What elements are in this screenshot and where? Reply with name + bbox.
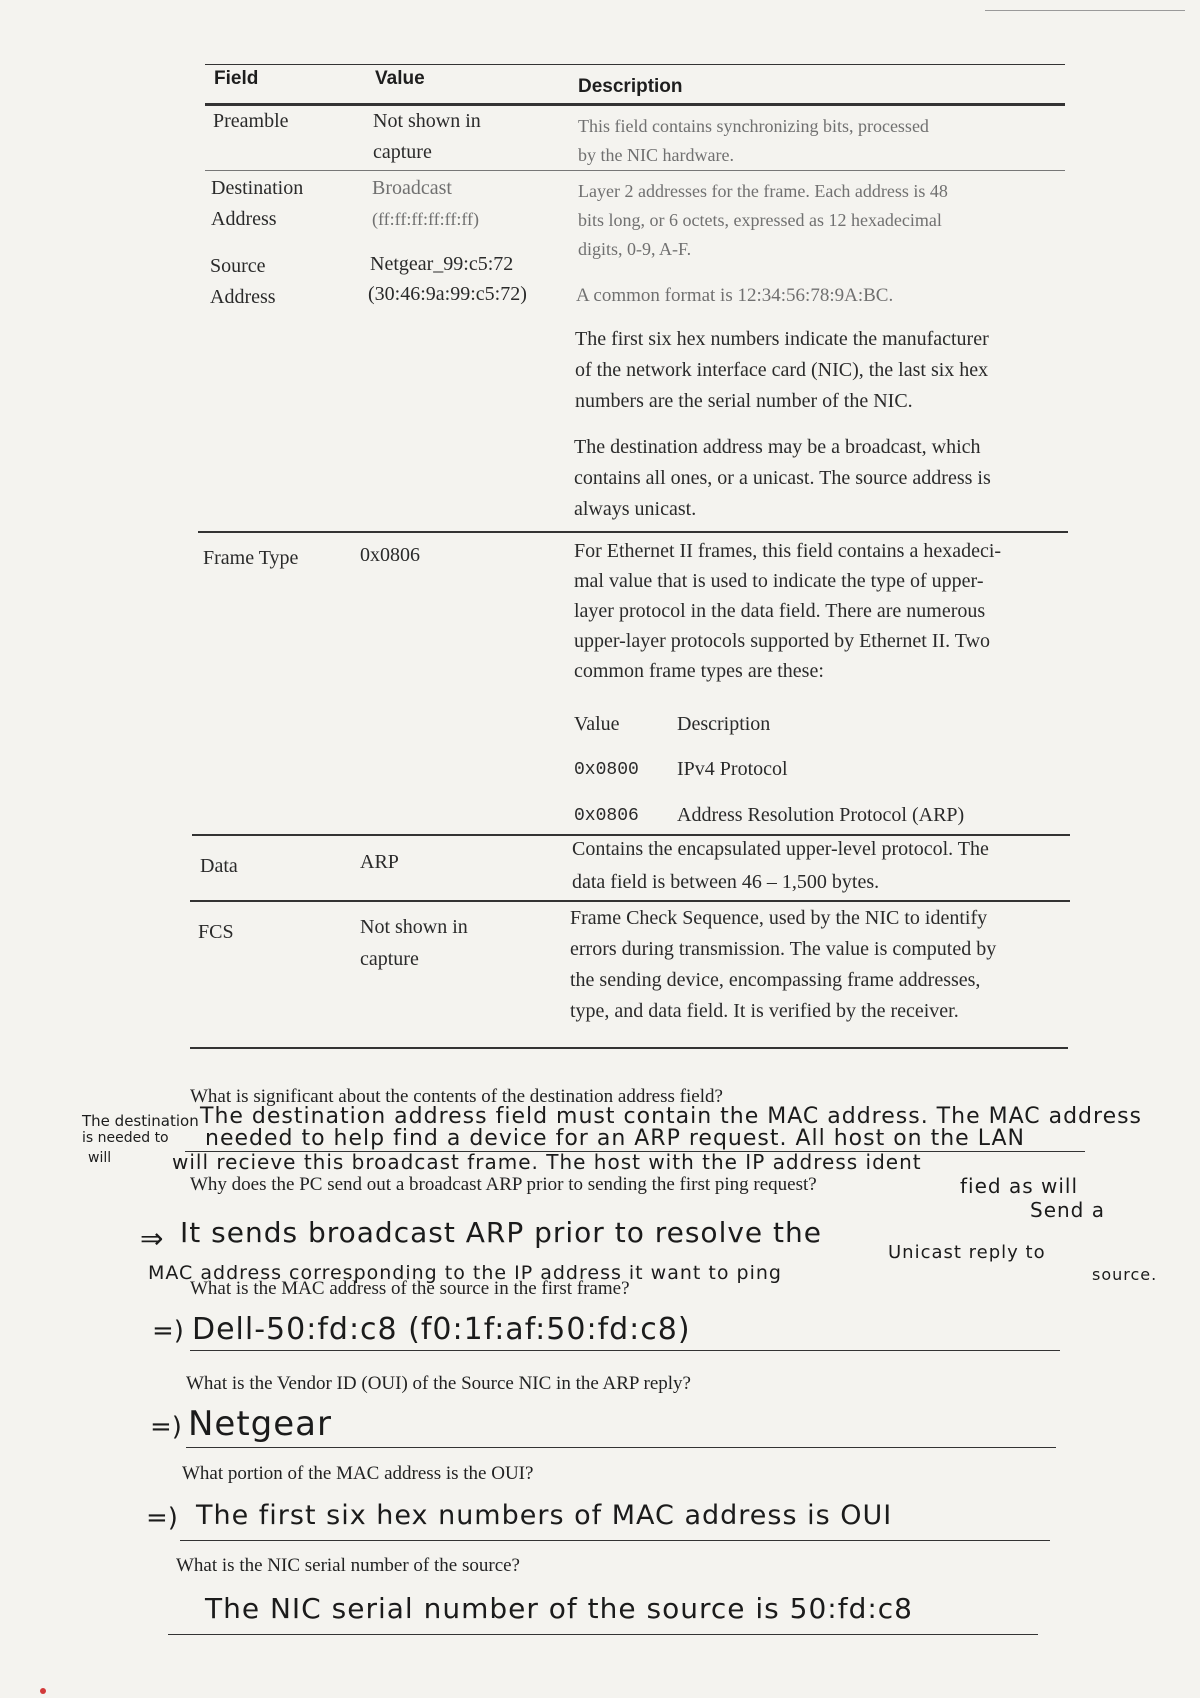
header-value: Value <box>375 68 425 89</box>
frame-type-value: 0x0806 <box>360 544 420 566</box>
q4-answer-rule <box>186 1447 1056 1448</box>
question-6-text: What is the NIC serial number of the source? <box>176 1555 520 1576</box>
question-2-text: Why does the PC send out a broadcast ARP prior to sending the first ping request? <box>190 1174 817 1195</box>
frame-type-desc-3: layer protocol in the data field. There are numerous <box>574 600 986 622</box>
fcs-desc-3: the sending device, encompassing frame addresses, <box>570 969 981 991</box>
table-top-rule <box>205 64 1065 65</box>
question-5-text: What portion of the MAC address is the OUI? <box>182 1463 534 1484</box>
broadcast-2: contains all ones, or a unicast. The source address is <box>574 467 991 489</box>
frame-type-desc-5: common frame types are these: <box>574 660 824 682</box>
fcs-value-1: Not shown in <box>360 916 468 938</box>
header-field: Field <box>214 68 259 89</box>
manufacturer-3: numbers are the serial number of the NIC. <box>575 390 913 412</box>
q2-side-note-4: source. <box>1092 1265 1158 1284</box>
dest-value-1: Broadcast <box>372 177 452 199</box>
q1-margin-2: is needed to <box>82 1130 169 1146</box>
preamble-value-1: Not shown in <box>373 110 481 132</box>
src-field-1: Source <box>210 255 266 277</box>
broadcast-1: The destination address may be a broadcast, which <box>574 436 981 458</box>
src-value-1: Netgear_99:c5:72 <box>370 253 514 275</box>
src-value-2: (30:46:9a:99:c5:72) <box>368 283 527 305</box>
addr-desc-1: Layer 2 addresses for the frame. Each address is 48 <box>578 181 948 201</box>
frame-type-field: Frame Type <box>203 547 299 569</box>
data-desc-1: Contains the encapsulated upper-level protocol. The <box>572 838 989 860</box>
q6-answer: The NIC serial number of the source is 50:fd:c8 <box>205 1592 913 1625</box>
top-edge-line <box>985 10 1185 11</box>
fcs-field: FCS <box>198 921 234 943</box>
q5-answer: The first six hex numbers of MAC address is OUI <box>196 1500 893 1531</box>
q3-answer-rule <box>190 1350 1060 1351</box>
preamble-desc-2: by the NIC hardware. <box>578 145 734 165</box>
q1-answer-1: The destination address field must contain the MAC address. The MAC address <box>200 1104 1143 1129</box>
header-description: Description <box>578 76 683 97</box>
sub-row-1-value: 0x0800 <box>574 760 639 780</box>
q5-answer-rule <box>180 1540 1050 1541</box>
addr-desc-2: bits long, or 6 octets, expressed as 12 hexadecimal <box>578 210 942 230</box>
data-value: ARP <box>360 851 399 873</box>
broadcast-3: always unicast. <box>574 498 697 520</box>
q2-answer-2: MAC address corresponding to the IP address it want to ping <box>148 1262 782 1284</box>
preamble-value-2: capture <box>373 141 432 163</box>
q2-side-note-3: Unicast reply to <box>888 1242 1046 1263</box>
question-1-text: What is significant about the contents of the destination address field? <box>190 1086 723 1107</box>
fcs-desc-2: errors during transmission. The value is computed by <box>570 938 997 960</box>
dest-field-1: Destination <box>211 177 304 199</box>
q1-answer-3: will recieve this broadcast frame. The host with the IP address ident <box>172 1150 922 1174</box>
q4-arrow-mark: =) <box>150 1412 182 1442</box>
dest-value-2: (ff:ff:ff:ff:ff:ff) <box>372 209 479 229</box>
preamble-field: Preamble <box>213 110 289 132</box>
q6-answer-rule <box>168 1634 1038 1635</box>
rule-after-data <box>190 900 1070 902</box>
rule-after-addresses <box>198 531 1068 533</box>
header-rule <box>205 103 1065 106</box>
question-4-text: What is the Vendor ID (OUI) of the Source NIC in the ARP reply? <box>186 1373 691 1394</box>
data-field: Data <box>200 855 238 877</box>
q2-answer-1: It sends broadcast ARP prior to resolve the <box>180 1216 822 1249</box>
addr-format: A common format is 12:34:56:78:9A:BC. <box>576 285 894 306</box>
q2-implies-mark: ⇒ <box>140 1222 164 1255</box>
fcs-desc-1: Frame Check Sequence, used by the NIC to identify <box>570 907 988 929</box>
question-3-text: What is the MAC address of the source in the first frame? <box>190 1278 630 1299</box>
frame-type-desc-2: mal value that is used to indicate the type of upper- <box>574 570 984 592</box>
dest-field-2: Address <box>211 208 277 230</box>
sub-header-desc: Description <box>677 713 771 735</box>
data-desc-2: data field is between 46 – 1,500 bytes. <box>572 871 880 893</box>
manufacturer-1: The first six hex numbers indicate the manufacturer <box>575 328 989 350</box>
fcs-value-2: capture <box>360 948 419 970</box>
sub-header-value: Value <box>574 713 620 735</box>
sub-row-1-desc: IPv4 Protocol <box>677 758 788 780</box>
q3-answer: Dell-50:fd:c8 (f0:1f:af:50:fd:c8) <box>192 1312 691 1347</box>
q2-side-note-1: fied as will <box>960 1174 1079 1198</box>
frame-type-desc-4: upper-layer protocols supported by Ethernet II. Two <box>574 630 991 652</box>
red-ink-dot <box>40 1688 46 1694</box>
q1-margin-1: The destination <box>82 1112 199 1130</box>
preamble-desc-1: This field contains synchronizing bits, processed <box>578 116 929 136</box>
q3-arrow-mark: =) <box>152 1316 184 1346</box>
rule-after-preamble <box>205 170 1065 171</box>
sub-row-2-value: 0x0806 <box>574 806 639 826</box>
src-field-2: Address <box>210 286 276 308</box>
q1-margin-3: will <box>88 1150 112 1166</box>
q2-side-note-2: Send a <box>1030 1198 1105 1222</box>
q5-arrow-mark: =) <box>146 1503 178 1533</box>
addr-desc-3: digits, 0-9, A-F. <box>578 239 692 259</box>
manufacturer-2: of the network interface card (NIC), the last six hex <box>575 359 989 381</box>
q4-answer: Netgear <box>188 1404 332 1444</box>
fcs-desc-4: type, and data field. It is verified by the receiver. <box>570 1000 959 1022</box>
frame-type-desc-1: For Ethernet II frames, this field contains a hexadeci- <box>574 540 1002 562</box>
table-bottom-rule <box>190 1047 1068 1049</box>
q1-answer-2: needed to help find a device for an ARP request. All host on the LAN <box>205 1126 1025 1151</box>
sub-row-2-desc: Address Resolution Protocol (ARP) <box>677 804 965 826</box>
